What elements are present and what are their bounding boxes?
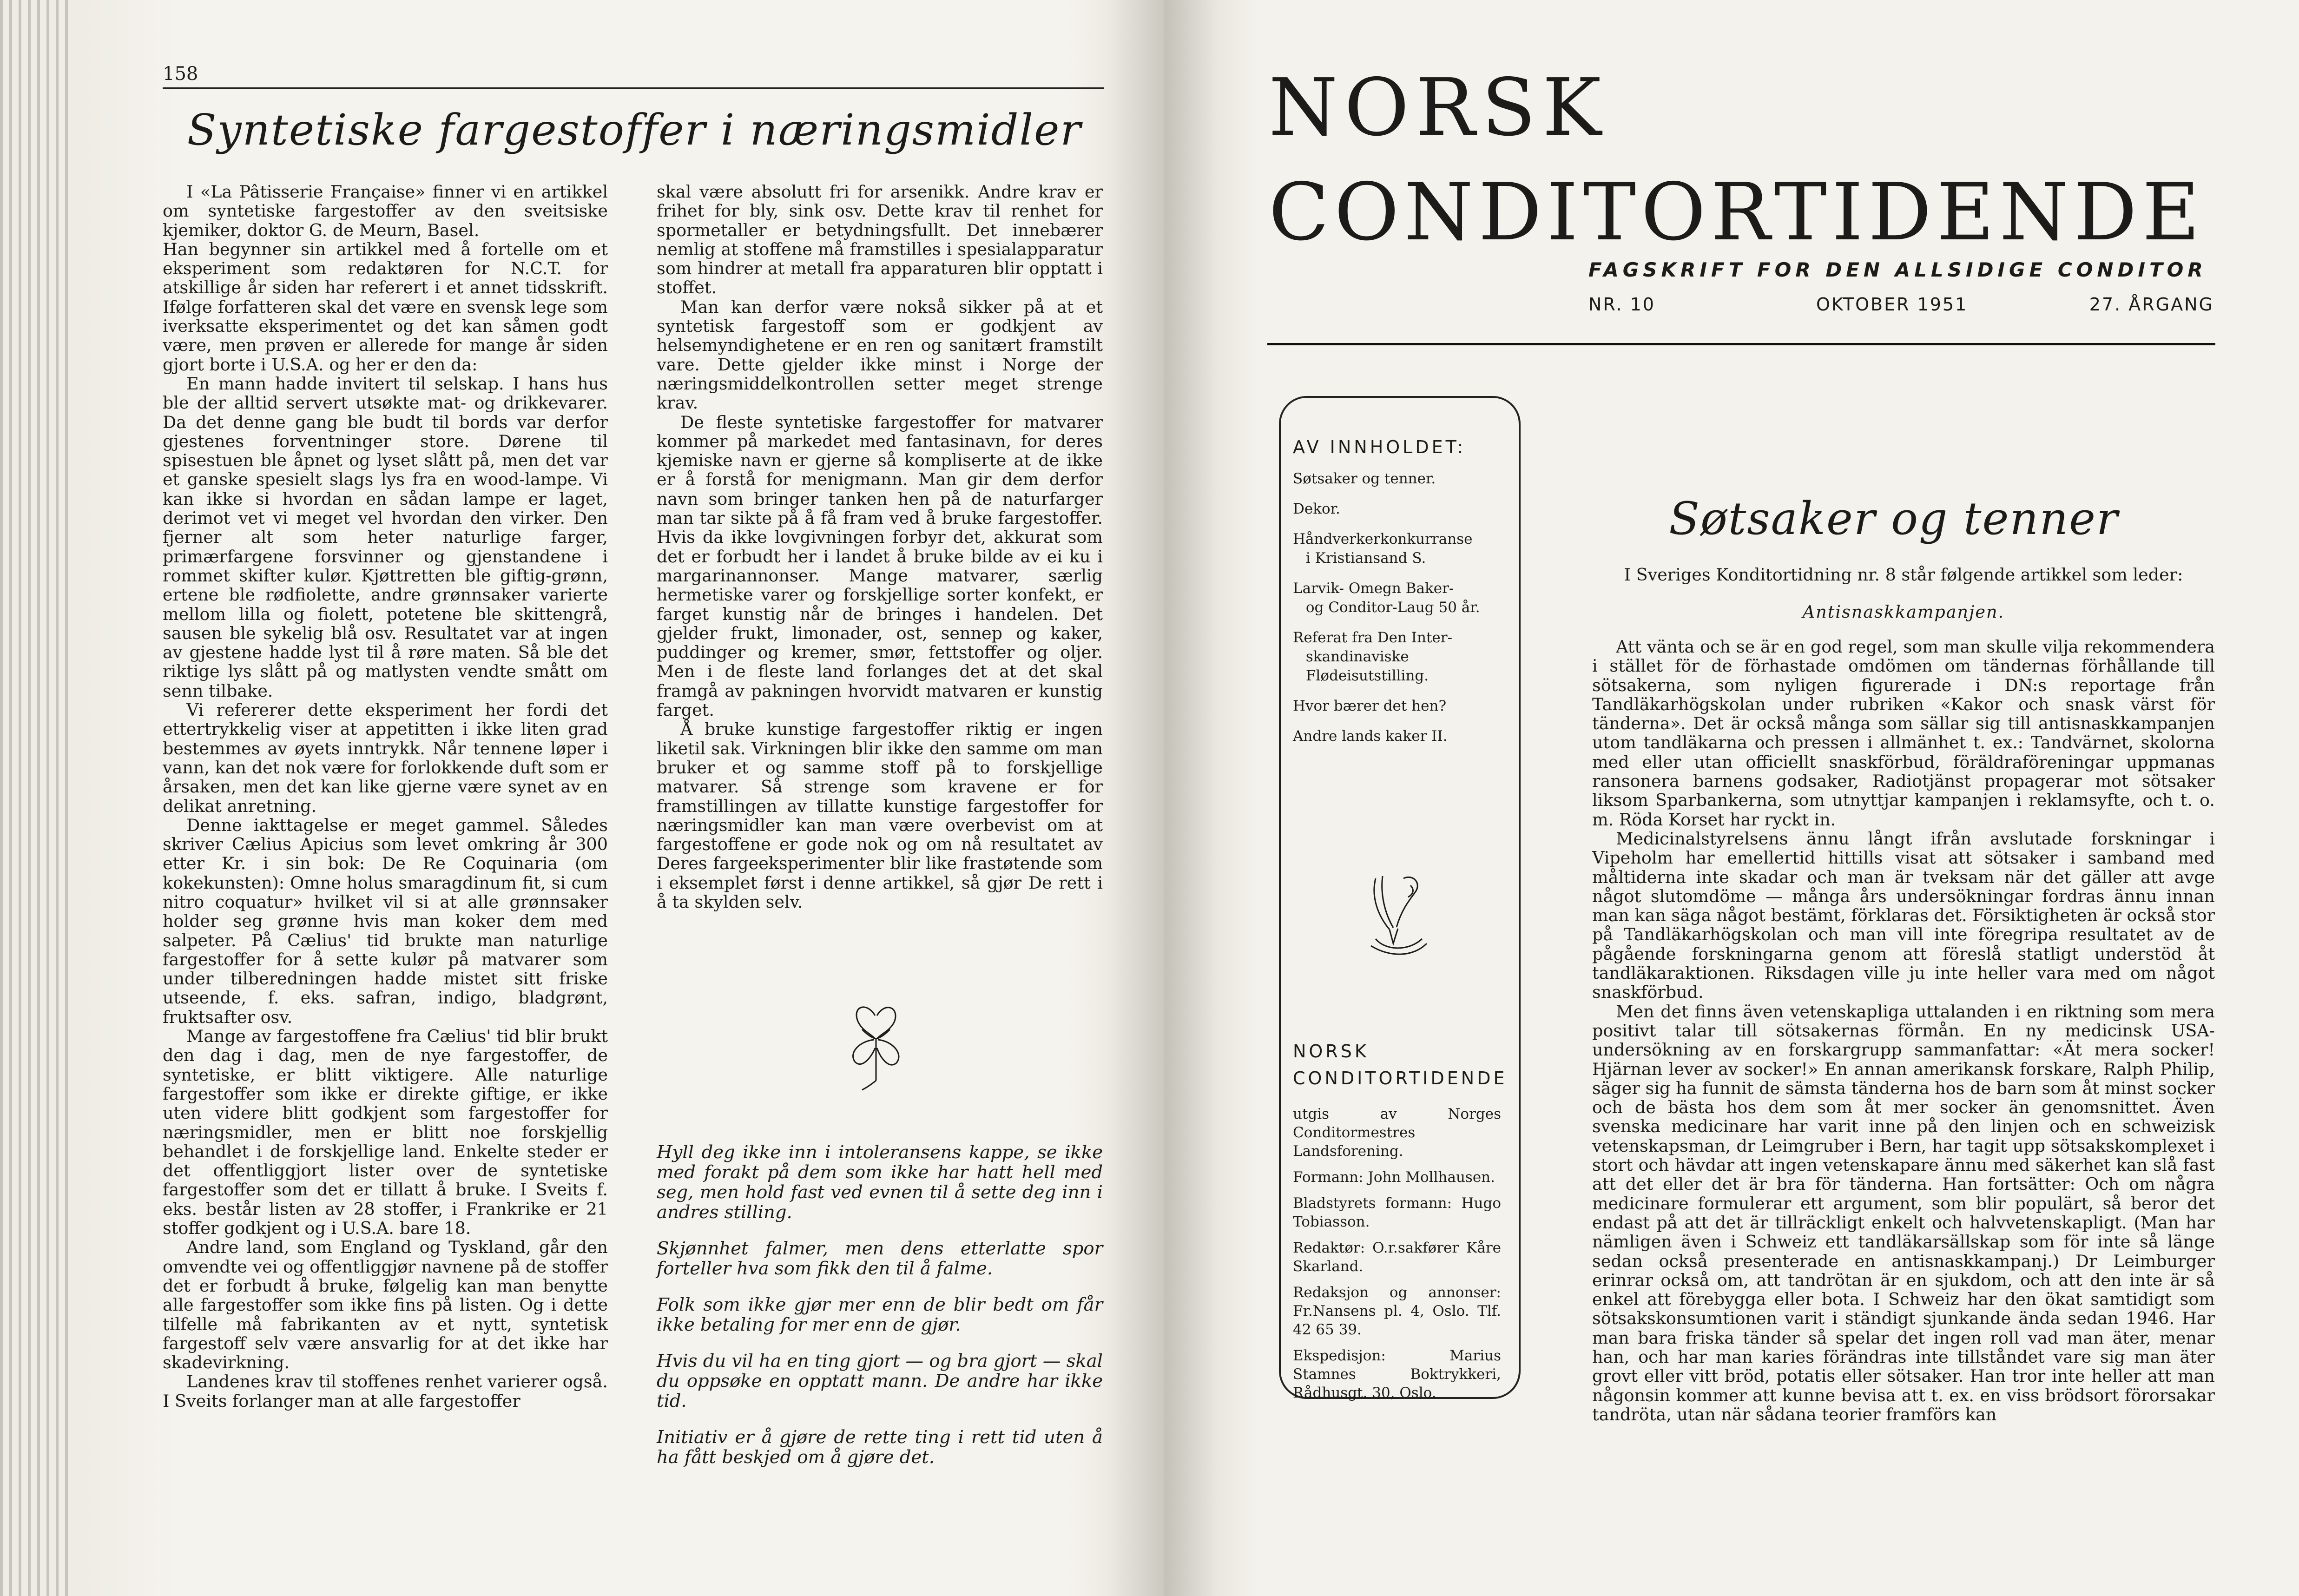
paragraph: Men det finns även vetenskapliga uttalanden i en riktning som mera positivt talar till sötsakernas förmån. En ny medicinsk USA-undersökning av en forskargrupp sammanfattar: «Ät mera socker! Hjärnan lever av socker!» En annan amerikansk forskare, Ralph Philip, säger sig ha funnit de sämsta tänderna hos de barn som åt minst socker och de bästa hos dem som åt mer socker än genomsnittet. Även svenska medicinare har varit inne på den linjen och en schweizisk vetenskapsman, dr Leimgruber i Bern, har tagit upp sötsakskomplexet i stort och hävdar att ingen vetenskapare ännu med säkerhet kan slå fast att det eller det är bra för tänderna. Han fortsätter: Och om några medicinare formulerar ett argument, som blir populärt, så beror det endast på att det är tillräckligt enkelt och halvvetenskapligt. (Man har nämligen även i Schweiz ett tandläkarsällskap som för inte så länge sedan också presenterade en antisnaskkampanj.) Dr Leimburger erinrar också om, att tandrötan är en sjukdom, och att den inte är så enkel att förebygga eller bota. I Schweiz har den ökat samtidigt som sötsakskonsumtionen varit i ständigt sjunkande ända sedan 1946. Har man bara friska tänder så spelar det ingen roll vad man äter, menar han, och har man karies förändras inte tillståndet vare sig man äter grovt eller vitt bröd, potatis eller sötsaker. Han tror inte heller att man någonsin kommer att kunne bevisa att t. ex. en viss brödsort förorsakar tandröta, utan när sådana teorier framförs kan <box>1592 1001 2215 1425</box>
dragonfly-illustration-icon <box>834 1002 916 1092</box>
maxim: Folk som ikke gjør mer enn de blir bedt om får ikke betaling for mer enn de gjør. <box>657 1294 1103 1335</box>
contents-item-continuation: og Conditor-Laug 50 år. <box>1305 599 1480 616</box>
paragraph: Denne iakttagelse er meget gammel. Således skriver Cælius Apicius som levet omkring år 300 etter Kr. i sin bok: De Re Coquinaria (om kokekunsten): Omne holus smaragdinum fit, si cum nitro coquatur» hvilket vil si at alle grønnsaker holder seg grønne hvis man koker dem med salpeter. På Cælius' tid brukte man naturlige fargestoffer for å sette kulør på matvarer som under tilberedningen hadde mistet sitt friske utseende, f. eks. safran, indigo, bladgrønt, fruktsafter osv. <box>163 815 608 1027</box>
list-item <box>1293 469 1497 488</box>
masthead-line-2: CONDITORTIDENDE <box>1269 166 2205 258</box>
colophon <box>1293 1105 1501 1410</box>
paragraph: Han begynner sin artikkel med å fortelle om et eksperiment som redaktøren for N.C.T. for atskillige år siden har referert i et annet tidsskrift. Ifølge forfatteren skal det være en svensk lege som iverksatte eksperimentet og det kan såmen godt være, men prøven er allerede for mange år siden gjort borte i U.S.A. og her er den da: <box>163 239 608 375</box>
paragraph: Andre land, som England og Tyskland, går den omvendte vei og offentliggjør navnene på de stoffer det er forbudt å bruke, følgelig kan man benytte alle fargestoffer som ikke fins på listen. Og i dette tilfelle må fabrikanten av et nytt, syntetisk fargestoff selv være ansvarlig for at det ikke har skadevirkning. <box>163 1237 608 1373</box>
contents-heading: AV INNHOLDET: <box>1293 437 1466 457</box>
paragraph: Å bruke kunstige fargestoffer riktig er ingen liketil sak. Virkningen blir ikke den samme om man bruker et og samme stoff på to forskjellige matvarer. Så strenge som kravene er for framstillingen av tillatte kunstige fargestoffer for næringsmidler kan man være overbevist om at fargestoffene er gode nok og om nå resultatet av Deres fargeeksperimenter blir like frastøtende som i eksemplet først i denne artikkel, så gjør De rett i å ta skylden selv. <box>657 719 1103 912</box>
header-rule <box>163 87 1104 89</box>
contents-item: Referat fra Den Inter- <box>1293 629 1453 646</box>
contents-item: Andre lands kaker II. <box>1293 728 1448 745</box>
paragraph: I «La Pâtisserie Française» finner vi en artikkel om syntetiske fargestoffer av den sveitsiske kjemiker, doktor G. de Meurn, Basel. <box>163 182 608 240</box>
paragraph: Vi refererer dette eksperiment her fordi det ettertrykkelig viser at appetitten i ikke liten grad bestemmes av øyets inntrykk. Når tennene løper i vann, kan det nok være for forlokkende duft som er årsaken, men det kan like gjerne være synet av en delikat anretning. <box>163 700 608 816</box>
quill-pen-illustration-icon <box>1357 869 1436 957</box>
colophon-line: Redaktør: O.r.sakfører Kåre Skarland. <box>1293 1240 1501 1275</box>
article-lead: I Sveriges Konditortidning nr. 8 står følgende artikkel som leder: <box>1624 565 2183 585</box>
masthead-line-1: NORSK <box>1269 62 1608 154</box>
colophon-heading <box>1293 1038 1508 1092</box>
masthead-rule <box>1267 343 2215 345</box>
maxims-block <box>657 1142 1103 1484</box>
right-article-body <box>1592 637 2215 1424</box>
maxim: Skjønnhet falmer, men dens etterlatte spor forteller hva som fikk den til å falme. <box>657 1238 1103 1279</box>
gutter-shadow <box>1106 0 1218 1596</box>
paragraph: Mange av fargestoffene fra Cælius' tid blir brukt den dag i dag, men de nye fargestoffer, de syntetiske, er blitt viktigere. Alle naturlige fargestoffer som ikke er direkte giftige, er ikke uten videre blitt godkjent som fargestoffer for næringsmidler, men er blitt noe forskjellig behandlet i de forskjellige land. Enkelte steder er det offentliggjort lister over de syntetiske fargestoffer som det er tillatt å bruke. I Sveits f. eks. består listen av 28 stoffer, i Frankrike er 21 stoffer godkjent og i U.S.A. bare 18. <box>163 1026 608 1239</box>
right-article-title: Søtsaker og tenner <box>1669 493 2119 545</box>
list-item <box>1293 530 1497 568</box>
paragraph: De fleste syntetiske fargestoffer for matvarer kommer på markedet med fantasinavn, for deres kjemiske navn er gjerne så kompliserte at de ikke er å forstå for menigmann. Man gir dem derfor navn som bringer tanken hen på de naturfarger man tar sikte på å få fram ved å bruke fargestoffer. Hvis da ikke lovgivningen forbyr det, akkurat som det er forbudt her i landet å bruke bilde av ei ku i margarinannonser. Mange matvarer, særlig hermetiske varer og forskjellige sorter konfekt, er farget kunstig når de bringes i handelen. Det gjelder frukt, limonader, ost, sennep og kaker, puddinger og kremer, smør, fettstoffer og oljer. Men i de fleste land forlanges det at det skal framgå av pakningen hvorvidt matvaren er kunstig farget. <box>657 412 1103 720</box>
paragraph: Medicinalstyrelsens ännu långt ifrån avslutade forskningar i Vipeholm har emellertid hittills visat att sötsaker i samband med måltiderna inte skadar och man är tveksam när det gäller att avge något slutomdöme — många års undersökningar fordras ännu innan man kan säga något bestämt, förklaras det. Försiktigheten är också stor på Tandläkarhögskolan och man vill inte föregripa resultatet av de pågående forskningarna genom att föreslå statligt understöd åt tandläkaraktionen. Riksdagen ville ju inte heller vara med om något snaskförbud. <box>1592 828 2215 1002</box>
masthead-subtitle: FAGSKRIFT FOR DEN ALLSIDIGE CONDITOR <box>1588 258 2207 281</box>
binding-edge <box>0 0 70 1596</box>
contents-item-continuation: skandinaviske Flødeisutstilling. <box>1305 648 1429 684</box>
maxim: Initiativ er å gjøre de rette ting i rett tid uten å ha fått beskjed om å gjøre det. <box>657 1427 1103 1468</box>
contents-item: Håndverkerkonkurranse <box>1293 531 1473 547</box>
paragraph: En mann hadde invitert til selskap. I hans hus ble der alltid servert utsøkte mat- og drikkevarer. Da det denne gang ble budt til bords var derfor gjestenes forventninger store. Dørene til spisestuen ble åpnet og lyset slått på, men det var et ganske spesielt slags lys fra en wood-lampe. Vi kan ikke si hvordan en sådan lampe er laget, derimot vet vi meget vel hvordan den virker. Den fjerner alt som heter naturlige farger, primærfargene forsvinner og gjenstandene i rommet skifter kulør. Kjøttretten ble giftig-grønn, ertene ble rødfiolette, andre grønnsaker varierte mellom lilla og fiolett, potetene ble skittengrå, sausen ble sykelig blå osv. Resultatet var at ingen av gjestene hadde lyst til å røre maten. Så ble det riktige lys slått på og matlysten vendte smått om senn tilbake. <box>163 373 608 701</box>
paragraph: Man kan derfor være nokså sikker på at et syntetisk fargestoff som er godkjent av helsemyndighetene er en ren og sanitært framstilt vare. Dette gjelder ikke minst i Norge der næringsmiddelkontrollen setter meget strenge krav. <box>657 297 1103 413</box>
colophon-line: Ekspedisjon: Marius Stamnes Boktrykkeri, Rådhusgt. 30, Oslo. <box>1293 1347 1501 1401</box>
colophon-line: Formann: John Mollhausen. <box>1293 1169 1495 1186</box>
maxim: Hvis du vil ha en ting gjort — og bra gjort — skal du oppsøke en opptatt mann. De andre har ikke tid. <box>657 1351 1103 1411</box>
paragraph: Landenes krav til stoffenes renhet varierer også. I Sveits forlanger man at alle fargestoffer <box>163 1372 608 1411</box>
contents-item: Søtsaker og tenner. <box>1293 470 1436 487</box>
list-item <box>1293 579 1497 617</box>
article-title: Syntetiske fargestoffer i næringsmidler <box>187 105 1082 155</box>
contents-item: Larvik- Omegn Baker- <box>1293 580 1454 597</box>
colophon-line: Redaksjon og annonser: Fr.Nansens pl. 4, Oslo. Tlf. 42 65 39. <box>1293 1284 1501 1338</box>
contents-item: Dekor. <box>1293 501 1340 517</box>
contents-item-continuation: i Kristiansand S. <box>1305 550 1426 567</box>
masthead-title <box>1269 56 2205 265</box>
list-item <box>1293 500 1497 519</box>
contents-list <box>1293 469 1497 757</box>
page-number: 158 <box>163 63 198 85</box>
paragraph: Att vänta och se är en god regel, som man skulle vilja rekommendera i stället för de förhastade omdömen om tändernas förhållande till sötsakerna, som nyligen figurerade i DN:s reportage från Tandläkarhögskolan under rubriken «Kakor och snask värst för tänderna». Det är också många som sällar sig till antisnaskkampanjen utom tandläkarna och pressen i allmänhet t. ex.: Tandvärnet, skolorna med eller utan officiellt snaskförbud, föräldraföreningar uppmanas ransonera barnens godsaker, Radiotjänst propagerar mot sötsaker liksom Sparbankerna, som utnyttjar kampanjen i reklamsyfte, och t. o. m. Röda Korset har ryckt in. <box>1592 637 2215 830</box>
colophon-heading-line-1: NORSK <box>1293 1041 1369 1062</box>
colophon-line: Bladstyrets formann: Hugo Tobiasson. <box>1293 1195 1501 1230</box>
paragraph: skal være absolutt fri for arsenikk. Andre krav er frihet for bly, sink osv. Dette krav til renhet for spormetaller er betydningsfullt. Det innebærer nemlig at stoffene må framstilles i spesialapparatur som hindrer at metall fra apparaturen blir opptatt i stoffet. <box>657 182 1103 298</box>
list-item <box>1293 727 1497 746</box>
colophon-heading-line-2: CONDITORTIDENDE <box>1293 1068 1508 1088</box>
list-item <box>1293 628 1497 686</box>
issue-date: OKTOBER 1951 <box>1816 294 1968 315</box>
article-subheading: Antisnaskkampanjen. <box>1802 602 2005 622</box>
article-column-1 <box>163 182 608 1411</box>
list-item <box>1293 697 1497 716</box>
issue-number: NR. 10 <box>1588 294 1655 315</box>
colophon-line: utgis av Norges Conditormestres Landsforening. <box>1293 1106 1501 1160</box>
maxim: Hyll deg ikke inn i intoleransens kappe, se ikke med forakt på dem som ikke har hatt hell med seg, men hold fast ved evnen til å sette deg inn i andres stilling. <box>657 1142 1103 1223</box>
article-column-2 <box>657 182 1103 911</box>
contents-item: Hvor bærer det hen? <box>1293 698 1447 714</box>
issue-volume: 27. ÅRGANG <box>2089 294 2214 315</box>
